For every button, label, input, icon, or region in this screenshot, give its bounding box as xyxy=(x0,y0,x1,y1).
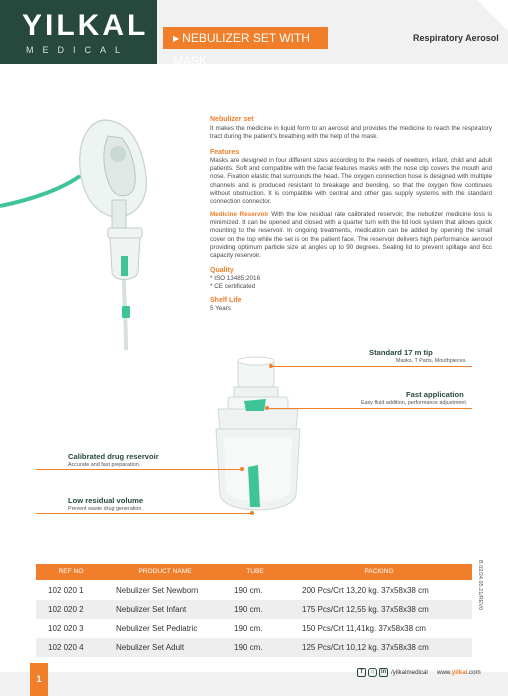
quality-line-iso: * ISO 13485:2016 xyxy=(210,275,261,282)
cell-packing: 175 Pcs/Crt 12,55 kg. 37x58x38 cm xyxy=(302,605,429,614)
callout-title-residual: Low residual volume xyxy=(68,496,144,505)
cell-packing: 200 Pcs/Crt 13,20 kg. 37x58x38 cm xyxy=(302,586,429,595)
table-row xyxy=(36,581,472,600)
product-title: NEBULIZER SET WITH MASK xyxy=(173,31,310,68)
page-number: 1 xyxy=(30,663,48,696)
cell-tube: 190 cm. xyxy=(234,605,263,614)
document-revision-code: B.02/24.05.21/REV0 xyxy=(477,560,483,611)
facebook-icon[interactable]: f xyxy=(357,668,366,677)
callout-title-fast: Fast application xyxy=(406,390,464,399)
table-row xyxy=(36,619,472,638)
cell-product: Nebulizer Set Adult xyxy=(116,643,185,652)
arrow-right-icon: ▶ xyxy=(173,34,180,43)
callout-sub-fast: Easy fluid addition, performance adjustment. xyxy=(361,400,468,406)
cell-packing: 150 Pcs/Crt 11,41kg. 37x58x38 cm xyxy=(302,624,426,633)
callout-line-calibrated xyxy=(36,469,242,470)
table-header-packing: PACKING xyxy=(364,568,394,575)
url-suffix: .com xyxy=(467,669,481,676)
page-corner-fold xyxy=(476,0,508,30)
cell-ref: 102 020 4 xyxy=(48,643,84,652)
brand-logo xyxy=(0,0,157,64)
callout-dot-residual xyxy=(250,511,254,515)
footer-bar xyxy=(0,672,508,696)
url-prefix: www. xyxy=(437,669,452,676)
social-handle[interactable]: /yilkalmedical xyxy=(391,669,428,676)
section-body-nebulizer: It makes the medicine in liquid form to an aerosol and provides the medicine to reach the respiratory tract during the patient's breathing with the help of the mask. xyxy=(210,125,492,141)
cell-ref: 102 020 2 xyxy=(48,605,84,614)
table-row xyxy=(36,638,472,657)
callout-sub-calibrated: Accurate and fast preparation. xyxy=(68,462,141,468)
table-header-ref: REF NO xyxy=(58,568,84,575)
table-row xyxy=(36,600,472,619)
section-body-features: Masks are designed in four different sizes according to the needs of newborn, infant, child and adult patients. Soft and compatible with the facial features masks with the nose clip covers the mouth and nose. Fixation elastic that surrounds the head. The oxygen connection hose is designed with multiple channels and is produced resistant to breakage and bending, so that the oxygen flow continues without obstruction. It is compatible with central and other gas supply systems with the standard connection connector. xyxy=(210,157,492,206)
callout-sub-residual: Prevent waste drug generation. xyxy=(68,506,143,512)
linkedin-icon[interactable]: in xyxy=(380,669,387,675)
callout-line-residual xyxy=(36,513,252,514)
section-body-reservoir: With the low residual rate calibrated reservoir, the nebulizer medicine loss is minimized. It can be opened and closed with a quarter turn with the lid lock system that allows quick mounting to the reservoir. In ongoing treatments, medication can be added by opening the small cover on the top while the set is on the patient face. The reservoir delivers high performance aerosol providing optimum particle size at angles up to 90 degrees. Sealing lid to prevent spillage and 6cc capacity reservoir. xyxy=(210,211,492,260)
cell-packing: 125 Pcs/Crt 10,12 kg. 37x58x38 cm xyxy=(302,643,429,652)
brand-subtitle: MEDICAL xyxy=(26,45,130,55)
shelf-life-value: 5 Years xyxy=(210,305,232,312)
url-brand: yilkal xyxy=(451,669,468,676)
callout-title-calibrated: Calibrated drug reservoir xyxy=(68,452,159,461)
callout-line-standard xyxy=(272,366,472,367)
cell-product: Nebulizer Set Infant xyxy=(116,605,187,614)
cell-tube: 190 cm. xyxy=(234,624,263,633)
section-heading-reservoir: Medicine Reservoir xyxy=(210,211,269,218)
reservoir-closeup-image xyxy=(200,355,340,535)
callout-sub-standard: Masks, T Parts, Mouthpieces. xyxy=(396,358,467,364)
quality-line-ce: * CE certificated xyxy=(210,283,256,290)
callout-title-standard: Standard 17 m tip xyxy=(369,348,433,357)
product-title-tab xyxy=(163,27,328,68)
callout-dot-standard xyxy=(269,364,273,368)
cell-ref: 102 020 3 xyxy=(48,624,84,633)
table-header-tube: TUBE xyxy=(246,568,264,575)
product-category: Respiratory Aerosol xyxy=(413,33,499,43)
nebulizer-mask-image xyxy=(0,110,200,360)
callout-line-fast xyxy=(268,408,472,409)
cell-product: Nebulizer Set Pediatric xyxy=(116,624,198,633)
callout-dot-calibrated xyxy=(240,467,244,471)
section-reservoir xyxy=(210,211,492,260)
website-link[interactable] xyxy=(437,669,481,676)
section-heading-features: Features xyxy=(210,149,240,156)
table-header-product: PRODUCT NAME xyxy=(138,568,192,575)
section-heading-quality: Quality xyxy=(210,267,234,274)
cell-product: Nebulizer Set Newborn xyxy=(116,586,199,595)
cell-tube: 190 cm. xyxy=(234,643,263,652)
section-heading-nebulizer: Nebulizer set xyxy=(210,116,254,123)
callout-dot-fast xyxy=(265,406,269,410)
brand-name: YILKAL xyxy=(22,9,149,42)
cell-tube: 190 cm. xyxy=(234,586,263,595)
section-heading-shelf-life: Shelf Life xyxy=(210,297,242,304)
cell-ref: 102 020 1 xyxy=(48,586,84,595)
instagram-icon[interactable]: ○ xyxy=(368,668,377,677)
